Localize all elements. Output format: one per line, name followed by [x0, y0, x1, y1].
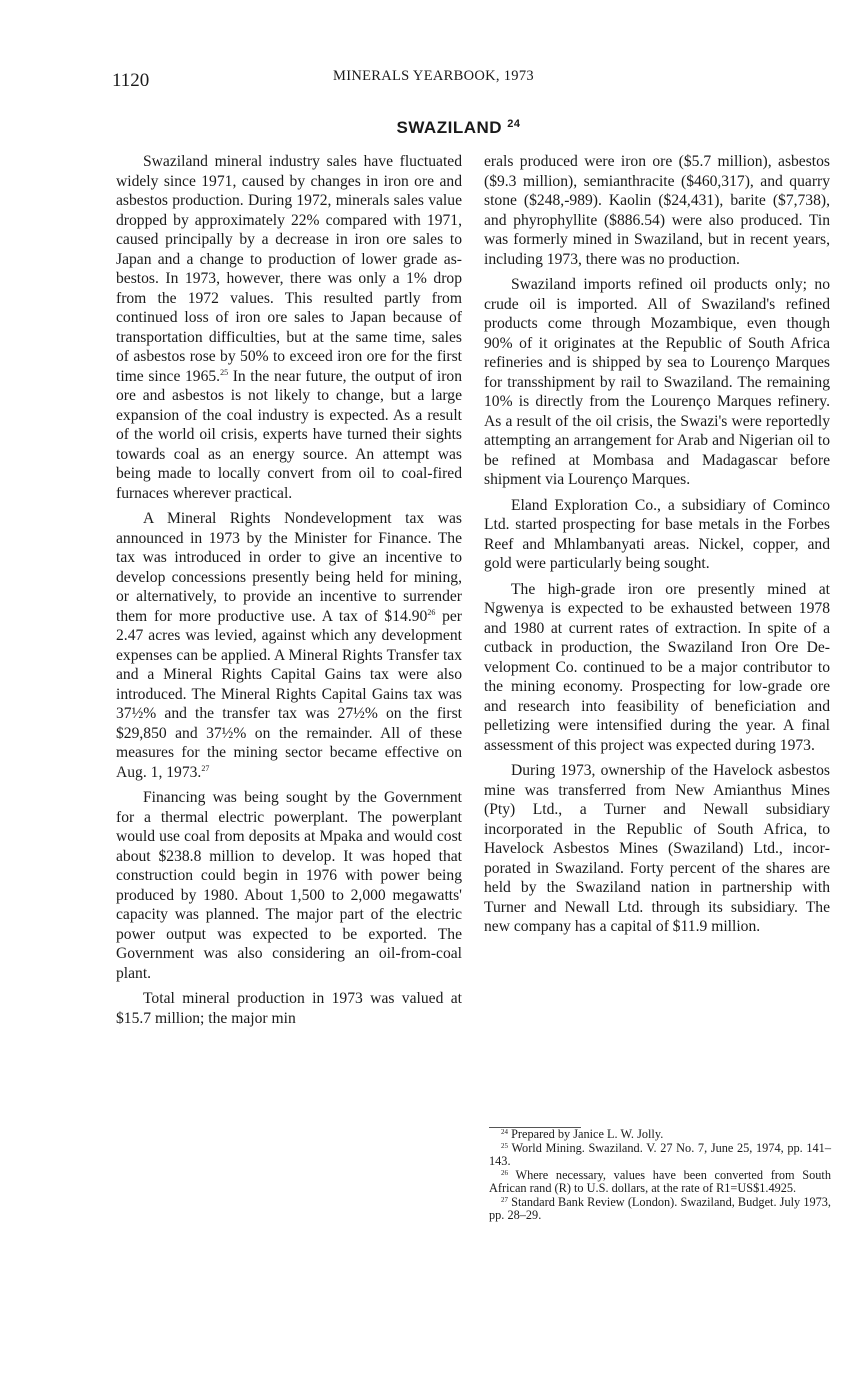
- footnote-text: World Mining. Swaziland. V. 27 No. 7, June 25, 1974, pp. 141–143.: [489, 1140, 831, 1168]
- paragraph-text: In the near future, the output of iron ore and asbestos is not likely to change, but a large expansion of the coal industry is expected. As a result of the world oil crisis, experts have turned their sights towards coal as an energy source. An attempt was being made to locally convert from oil to coal-fired furnaces wherever practical.: [116, 367, 462, 502]
- paragraph-text: per 2.47 acres was levied, against which any development expenses can be applied. A Mineral Rights Transfer tax and a Mineral Rights Capital Gains tax were also introduced. The Mineral Rights Capital Gains tax was 37½% and the transfer tax was 27½% on the first $29,850 and 37½% on the remainder. All of these measures for the mining sector became effective on Aug. 1, 1973.: [116, 607, 462, 781]
- section-title-text: SWAZILAND: [396, 118, 503, 137]
- right-column: [484, 152, 830, 943]
- paragraph-text: A Mineral Rights Nondevelopment tax was announced in 1973 by the Minister for Finance. The tax was introduced in order to give an incentive to develop concessions presently being held for mining, or alternatively, to provide an incentive to surrender them for more productive use. A tax of $14.90: [116, 510, 462, 625]
- footnote: [489, 1128, 831, 1142]
- footnote-text: Standard Bank Review (London). Swaziland, Budget. July 1973, pp. 28–29.: [489, 1194, 831, 1222]
- footnote-text: Prepared by Janice L. W. Jolly.: [511, 1127, 664, 1141]
- footnote-ref: 25: [220, 367, 229, 377]
- paragraph-text: Swaziland mineral industry sales have fluctuated widely since 1971, caused by changes in iron ore and asbestos production. During 1972, minerals sales value dropped by approximately 22% compared with 1971, caused principally by a decrease in iron ore sales to Japan and a change to production of lower grade asbestos. In 1973, however, there was only a 1% drop from the 1972 values. This resulted partly from continued loss of iron ore sales to Japan because of transportation difficulties, but at the same time, sales of asbestos rose by 50% to exceed iron ore for the first time since 1965.: [116, 153, 462, 385]
- footnote-ref: 24: [507, 118, 521, 130]
- footnote-number: 24: [501, 1128, 508, 1136]
- footnote-number: 26: [501, 1168, 508, 1177]
- paragraph: The high-grade iron ore presently mined at Ngwenya is expected to be exhausted between 1978 and 1980 at current rates of extraction. In spite of a cutback in production, the Swaziland Iron Ore Development Co. continued to be a major contributor to the mining economy. Prospecting for low-grade ore and research into feasibility of beneficiation and pelletizing were intensified during the year. A final assessment of this project was expected during 1973.: [484, 580, 830, 754]
- footnote-ref: 27: [201, 763, 210, 773]
- footnotes: [489, 1127, 831, 1223]
- page-number: 1120: [112, 70, 150, 91]
- footnote: [489, 1196, 831, 1223]
- footnote-number: 25: [501, 1141, 508, 1150]
- paragraph: Financing was being sought by the Government for a thermal electric powerplant. The powerplant would use coal from deposits at Mpaka and would cost about $238.8 million to develop. It was hoped that construction could begin in 1976 with power being produced by 1980. About 1,500 to 2,000 megawatts' capacity was planned. The major part of the electric power output was expected to be exported. The Government was also considering an oil-from-coal plant.: [116, 789, 462, 982]
- running-head: MINERALS YEARBOOK, 1973: [333, 68, 534, 84]
- paragraph: Total mineral production in 1973 was valued at $15.7 million; the major min: [116, 990, 462, 1027]
- left-column: [116, 152, 462, 1034]
- section-title: [0, 118, 867, 138]
- footnote-text: Where necessary, values have been converted from South African rand (R) to U.S. dollars, at the rate of R1=US$1.4925.: [489, 1167, 831, 1195]
- footnote-ref: 26: [427, 607, 436, 617]
- footnote: [489, 1169, 831, 1196]
- paragraph: [116, 509, 462, 782]
- paragraph: During 1973, ownership of the Havelock asbestos mine was transferred from New Amianthus Mines (Pty) Ltd., a Turner and Newall subsidiary incorporated in the Republic of South Africa, to Havelock Asbestos Mines (Swaziland) Ltd., incorporated in Swaziland. Forty percent of the shares are held by the Swaziland nation in partnership with Turner and Newall Ltd. through its subsidiary. The new company has a capital of $11.9 million.: [484, 762, 830, 935]
- paragraph: Eland Exploration Co., a subsidiary of Cominco Ltd. started prospecting for base metals in the Forbes Reef and Mhlambanyati areas. Nickel, copper, and gold were particularly being sought.: [484, 496, 830, 572]
- footnote: [489, 1142, 831, 1169]
- paragraph: [116, 152, 462, 503]
- paragraph: Swaziland imports refined oil products only; no crude oil is imported. All of Swaziland's refined products come through Mozambique, even though 90% of it originates at the Republic of South Africa refineries and is shipped by sea to Lourenço Marques for transshipment by rail to Swaziland. The remaining 10% is directly from the Lourenço Marques refinery. As a result of the oil crisis, the Swazi's were reportedly attempting an arrangement for Arab and Nigerian oil to be refined at Mombasa and Madagascar before shipment via Lourenço Marques.: [484, 276, 830, 488]
- footnote-number: 27: [501, 1195, 508, 1204]
- paragraph: erals produced were iron ore ($5.7 million), asbestos ($9.3 million), semianthracite ($460,317), and quarry stone ($248,-989). Kaolin ($24,431), barite ($7,738), and phyrophyllite ($886.54) were also produced. Tin was formerly mined in Swaziland, but in recent years, including 1973, there was no production.: [484, 153, 830, 268]
